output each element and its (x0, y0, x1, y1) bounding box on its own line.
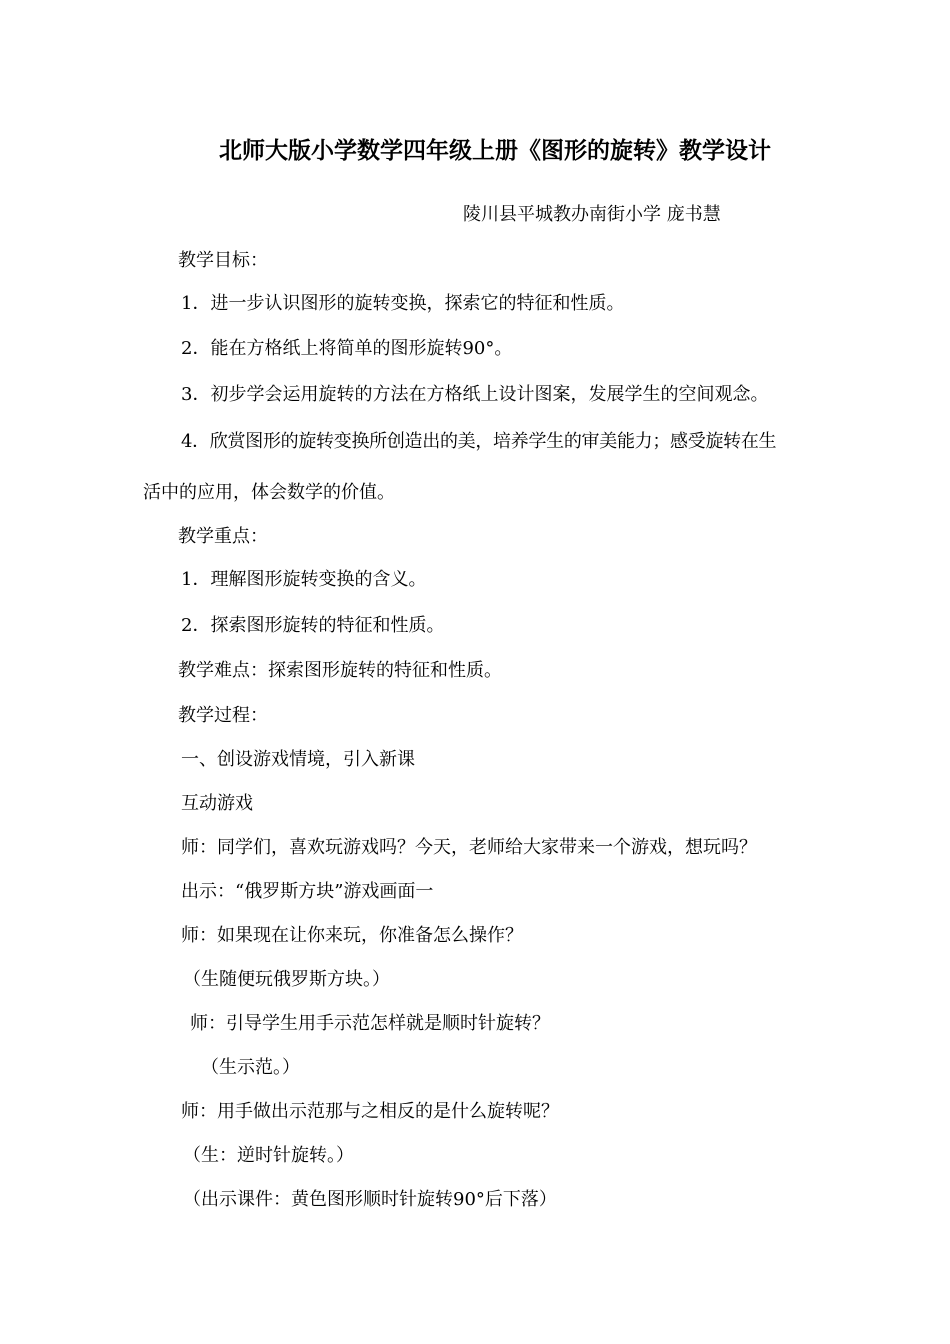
section-heading-objectives: 教学目标： (178, 250, 268, 271)
dialogue-line: （生：逆时针旋转。） (183, 1145, 354, 1166)
process-subheading: 互动游戏 (181, 793, 253, 814)
document-title: 北师大版小学数学四年级上册《图形的旋转》教学设计 (219, 137, 771, 164)
section-heading-key-points: 教学重点： (178, 526, 268, 547)
author-line: 陵川县平城教办南街小学 庞书慧 (463, 204, 721, 225)
objective-item-1: 1．进一步认识图形的旋转变换，探索它的特征和性质。 (181, 293, 625, 314)
objective-item-4: 4．欣赏图形的旋转变换所创造出的美，培养学生的审美能力；感受旋转在生 (181, 431, 777, 452)
dialogue-line: 师：如果现在让你来玩，你准备怎么操作？ (181, 925, 523, 946)
dialogue-line: 师：引导学生用手示范怎样就是顺时针旋转？ (190, 1013, 550, 1034)
difficulty-line: 教学难点：探索图形旋转的特征和性质。 (178, 660, 502, 681)
dialogue-line: （生示范。） (201, 1057, 300, 1078)
key-point-item-2: 2．探索图形旋转的特征和性质。 (181, 615, 445, 636)
dialogue-line: 出示：“俄罗斯方块”游戏画面一 (181, 881, 434, 902)
objective-item-3: 3．初步学会运用旋转的方法在方格纸上设计图案，发展学生的空间观念。 (181, 384, 769, 405)
section-heading-process: 教学过程： (178, 705, 268, 726)
dialogue-line: （生随便玩俄罗斯方块。） (183, 969, 390, 990)
process-step-1-heading: 一、创设游戏情境，引入新课 (181, 749, 415, 770)
dialogue-line: （出示课件：黄色图形顺时针旋转90°后下落） (183, 1189, 557, 1210)
dialogue-line: 师：同学们，喜欢玩游戏吗？今天，老师给大家带来一个游戏，想玩吗？ (181, 837, 757, 858)
objective-item-2: 2．能在方格纸上将简单的图形旋转90°。 (181, 338, 513, 359)
dialogue-line: 师：用手做出示范那与之相反的是什么旋转呢？ (181, 1101, 559, 1122)
objective-item-4-continued: 活中的应用，体会数学的价值。 (143, 482, 395, 503)
key-point-item-1: 1．理解图形旋转变换的含义。 (181, 569, 427, 590)
